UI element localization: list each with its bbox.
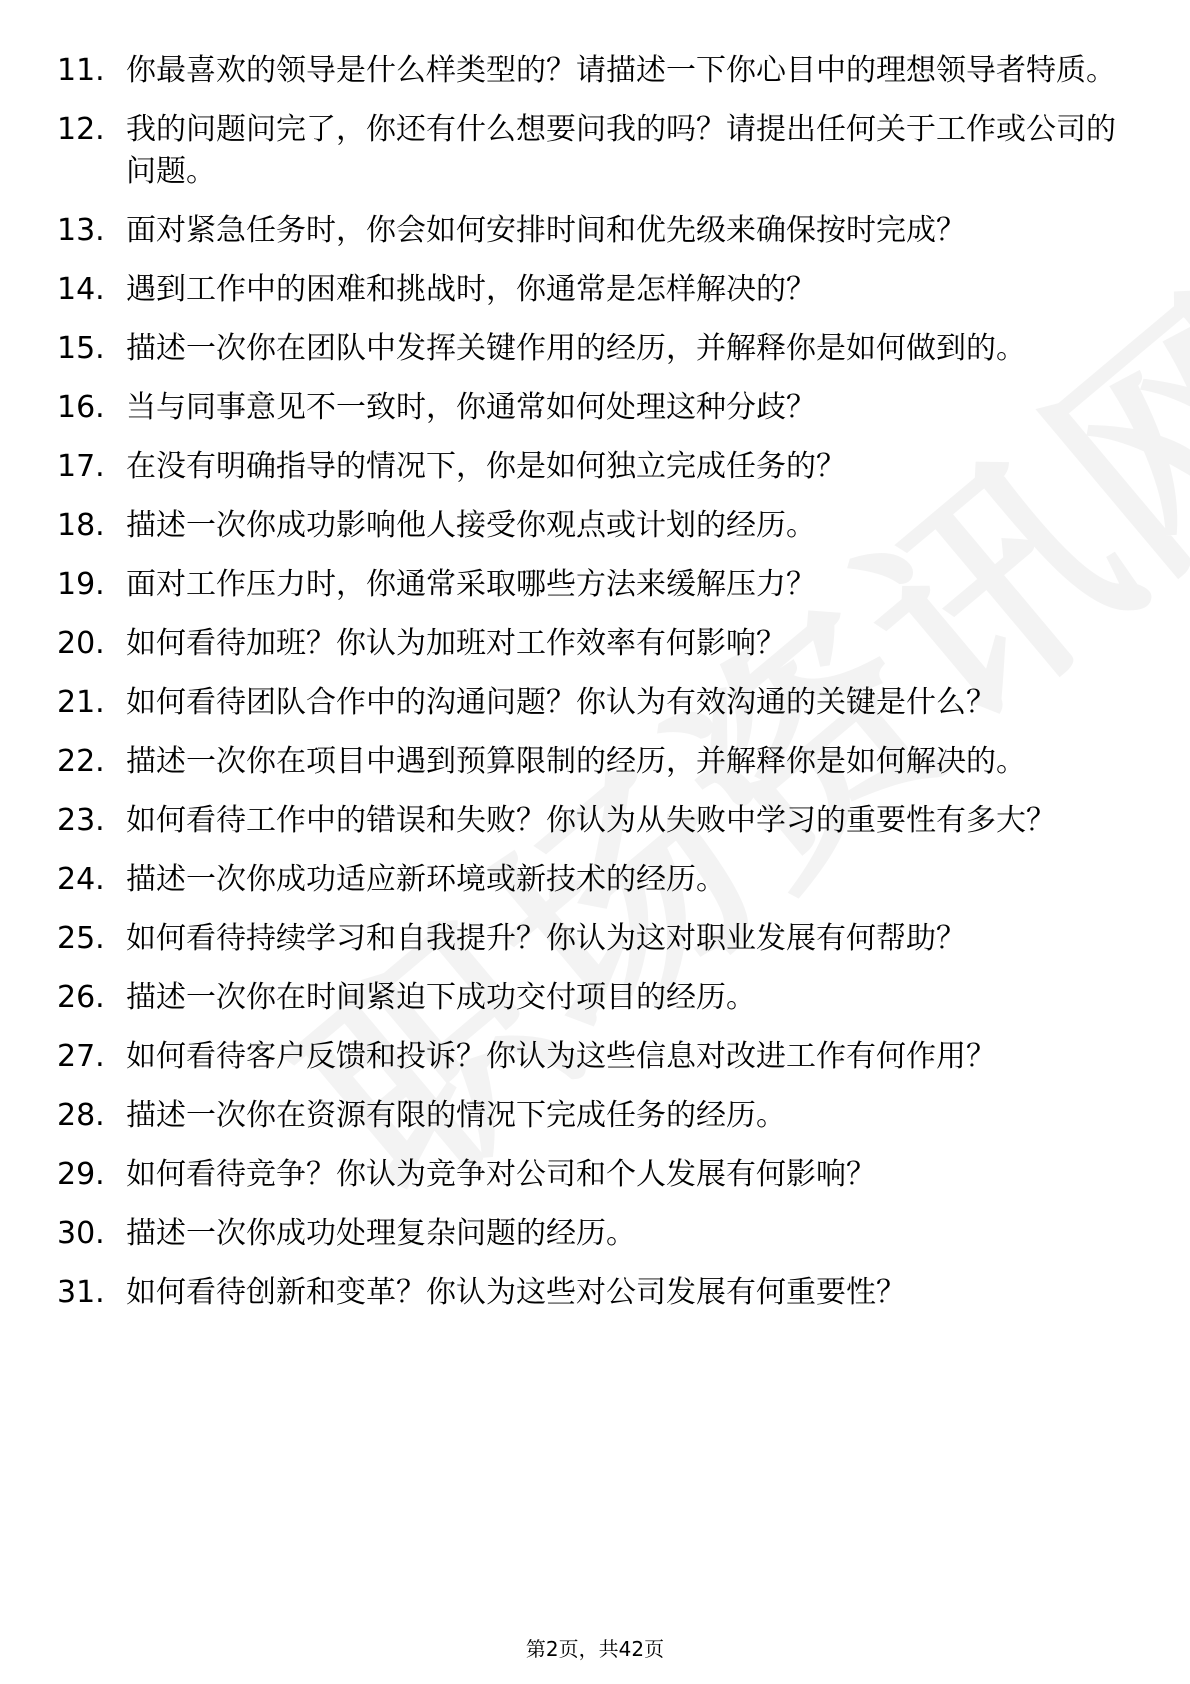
question-number: 16. [57, 390, 105, 425]
question-item [0, 1036, 1190, 1078]
question-number: 23. [57, 803, 105, 838]
question-item [0, 387, 1190, 429]
question-item [0, 1272, 1190, 1314]
question-text: 面对工作压力时，你通常采取哪些方法来缓解压力？ [126, 567, 816, 602]
question-item [0, 564, 1190, 606]
question-item [0, 623, 1190, 665]
question-item [0, 1095, 1190, 1137]
question-number: 19. [57, 567, 105, 602]
page-footer: 第2页，共42页 [525, 1637, 665, 1661]
question-text: 如何看待客户反馈和投诉？你认为这些信息对改进工作有何作用？ [126, 1039, 996, 1074]
question-number: 26. [57, 980, 105, 1015]
question-number: 29. [57, 1157, 105, 1192]
question-text: 描述一次你成功影响他人接受你观点或计划的经历。 [126, 508, 816, 543]
question-text: 在没有明确指导的情况下，你是如何独立完成任务的？ [126, 449, 846, 484]
question-item [0, 210, 1190, 252]
question-item [0, 328, 1190, 370]
question-number: 20. [57, 626, 105, 661]
question-text: 我的问题问完了，你还有什么想要问我的吗？请提出任何关于工作或公司的问题。 [126, 112, 1116, 189]
question-number: 24. [57, 862, 105, 897]
question-item [0, 505, 1190, 547]
question-item [0, 50, 1190, 92]
question-number: 11. [57, 53, 105, 88]
question-text: 如何看待团队合作中的沟通问题？你认为有效沟通的关键是什么？ [126, 685, 996, 720]
question-text: 如何看待工作中的错误和失败？你认为从失败中学习的重要性有多大？ [126, 803, 1056, 838]
question-number: 18. [57, 508, 105, 543]
question-item [0, 1154, 1190, 1196]
question-item [0, 741, 1190, 783]
question-text: 如何看待竞争？你认为竞争对公司和个人发展有何影响？ [126, 1157, 876, 1192]
question-text: 描述一次你在时间紧迫下成功交付项目的经历。 [126, 980, 756, 1015]
question-text: 面对紧急任务时，你会如何安排时间和优先级来确保按时完成？ [126, 213, 966, 248]
question-text: 描述一次你在团队中发挥关键作用的经历，并解释你是如何做到的。 [126, 331, 1026, 366]
question-text: 描述一次你在项目中遇到预算限制的经历，并解释你是如何解决的。 [126, 744, 1026, 779]
question-item [0, 109, 1190, 193]
question-number: 28. [57, 1098, 105, 1133]
question-text: 如何看待创新和变革？你认为这些对公司发展有何重要性？ [126, 1275, 906, 1310]
question-text: 遇到工作中的困难和挑战时，你通常是怎样解决的？ [126, 272, 816, 307]
question-item [0, 446, 1190, 488]
question-text: 描述一次你在资源有限的情况下完成任务的经历。 [126, 1098, 786, 1133]
question-text: 你最喜欢的领导是什么样类型的？请描述一下你心目中的理想领导者特质。 [126, 53, 1116, 88]
question-number: 27. [57, 1039, 105, 1074]
question-text: 如何看待持续学习和自我提升？你认为这对职业发展有何帮助？ [126, 921, 966, 956]
question-item [0, 977, 1190, 1019]
question-number: 22. [57, 744, 105, 779]
question-text: 当与同事意见不一致时，你通常如何处理这种分歧？ [126, 390, 816, 425]
question-number: 30. [57, 1216, 105, 1251]
question-item [0, 800, 1190, 842]
question-item [0, 269, 1190, 311]
question-item [0, 918, 1190, 960]
question-number: 15. [57, 331, 105, 366]
question-number: 31. [57, 1275, 105, 1310]
question-text: 描述一次你成功处理复杂问题的经历。 [126, 1216, 636, 1251]
question-number: 17. [57, 449, 105, 484]
question-number: 14. [57, 272, 105, 307]
question-item [0, 1213, 1190, 1255]
question-item [0, 859, 1190, 901]
question-number: 25. [57, 921, 105, 956]
question-text: 如何看待加班？你认为加班对工作效率有何影响？ [126, 626, 786, 661]
question-number: 12. [57, 112, 105, 147]
question-list [0, 50, 1190, 1331]
question-number: 13. [57, 213, 105, 248]
question-item [0, 682, 1190, 724]
question-text: 描述一次你成功适应新环境或新技术的经历。 [126, 862, 726, 897]
question-number: 21. [57, 685, 105, 720]
